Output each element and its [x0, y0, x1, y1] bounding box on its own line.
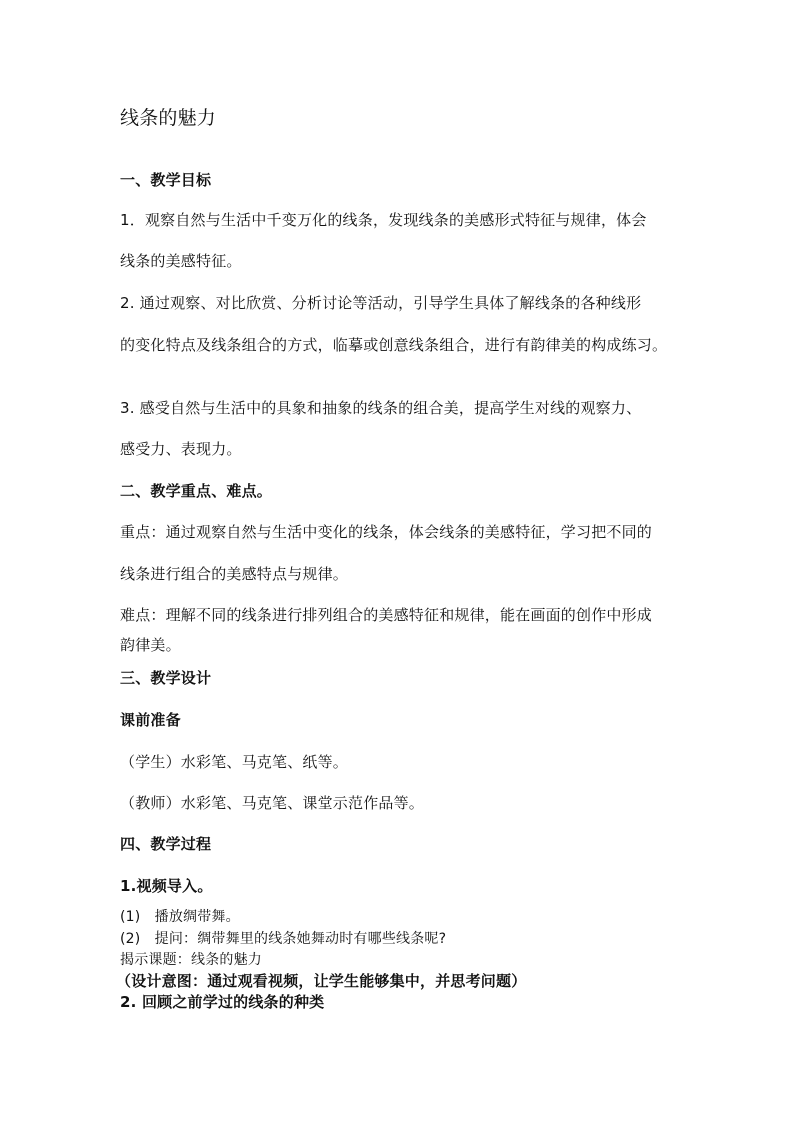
key-point-line-1: 重点：通过观察自然与生活中变化的线条，体会线条的美感特征，学习把不同的 — [120, 523, 653, 541]
step-1-heading: 1.视频导入。 — [120, 877, 213, 895]
section-heading-process: 四、教学过程 — [120, 835, 212, 853]
key-point-line-2: 线条进行组合的美感特点与规律。 — [120, 565, 349, 583]
objective-1-line-2: 线条的美感特征。 — [120, 252, 242, 270]
difficult-point-line-1: 难点：理解不同的线条进行排列组合的美感特征和规律，能在画面的创作中形成 — [120, 606, 653, 624]
objective-1-line-1: 1．观察自然与生活中千变万化的线条，发现线条的美感形式特征与规律，体会 — [120, 211, 647, 229]
step-1-design-intent: （设计意图：通过观看视频，让学生能够集中，并思考问题） — [116, 972, 527, 990]
objective-3-line-2: 感受力、表现力。 — [120, 440, 242, 458]
section-heading-objectives: 一、教学目标 — [120, 171, 212, 189]
section-heading-key-points: 二、教学重点、难点。 — [120, 482, 273, 500]
teacher-preparation: （教师）水彩笔、马克笔、课堂示范作品等。 — [120, 794, 425, 812]
difficult-point-line-2: 韵律美。 — [120, 636, 181, 654]
objective-2-line-2: 的变化特点及线条组合的方式，临摹或创意线条组合，进行有韵律美的构成练习。 — [120, 336, 668, 354]
objective-2-line-1: 2. 通过观察、对比欣赏、分析讨论等活动，引导学生具体了解线条的各种线形 — [120, 294, 642, 312]
document-title: 线条的魅力 — [120, 107, 217, 129]
section-heading-design: 三、教学设计 — [120, 669, 212, 687]
step-1-item-1: (1) 播放绸带舞。 — [120, 909, 240, 925]
step-2-heading: 2. 回顾之前学过的线条的种类 — [120, 993, 325, 1011]
objective-3-line-1: 3. 感受自然与生活中的具象和抽象的线条的组合美，提高学生对线的观察力、 — [120, 399, 642, 417]
step-1-item-2: (2) 提问：绸带舞里的线条她舞动时有哪些线条呢? — [120, 931, 447, 947]
student-preparation: （学生）水彩笔、马克笔、纸等。 — [120, 753, 349, 771]
subheading-preparation: 课前准备 — [120, 711, 181, 729]
step-1-reveal-topic: 揭示课题：线条的魅力 — [120, 952, 262, 968]
